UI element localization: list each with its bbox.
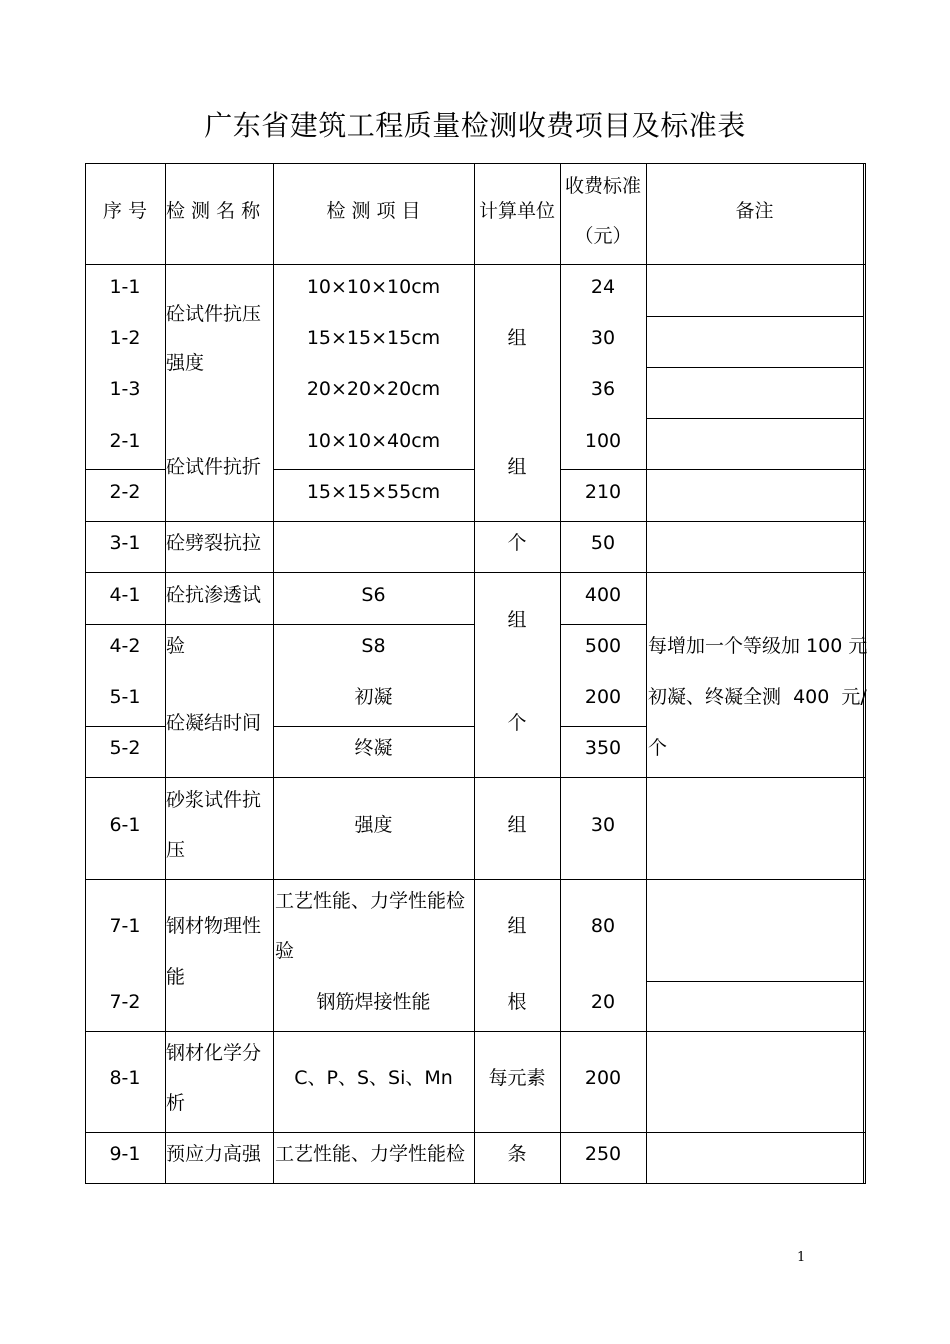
row-divider: [85, 726, 166, 727]
seq-cell: 1-3: [109, 378, 141, 400]
fee-cell: 36: [590, 378, 616, 400]
item-cell: 10×10×10cm: [306, 276, 441, 298]
seq-cell: 9-1: [109, 1143, 141, 1165]
name-cell: 砼抗渗透试: [166, 584, 262, 606]
seq-cell: 1-2: [109, 327, 141, 349]
row-divider: [646, 316, 863, 317]
table-border-top: [85, 163, 866, 164]
unit-cell: 个: [507, 712, 527, 734]
item-cell: C、P、S、Si、Mn: [294, 1067, 453, 1089]
name-cell: 钢材物理性: [166, 915, 262, 937]
item-cell: 20×20×20cm: [306, 378, 441, 400]
item-cell: 工艺性能、力学性能检: [275, 1143, 466, 1165]
unit-cell: 组: [507, 915, 527, 937]
fee-cell: 50: [590, 532, 616, 554]
name-cell: 砼试件抗压: [166, 303, 262, 325]
fee-cell: 100: [584, 430, 622, 452]
remark-cell: 个: [648, 737, 668, 759]
name-cell: 能: [166, 966, 186, 988]
row-divider: [85, 521, 866, 522]
seq-cell: 7-2: [109, 991, 141, 1013]
row-divider: [85, 469, 166, 470]
name-cell: 预应力高强: [166, 1143, 262, 1165]
seq-cell: 7-1: [109, 915, 141, 937]
unit-cell: 每元素: [488, 1067, 546, 1089]
header-name: 检 测 名 称: [166, 200, 261, 222]
unit-cell: 组: [507, 456, 527, 478]
unit-cell: 组: [507, 814, 527, 836]
seq-cell: 2-2: [109, 481, 141, 503]
name-cell: 验: [166, 635, 186, 657]
remark-cell: 初凝、终凝全测 400 元/: [648, 686, 867, 708]
name-cell: 析: [166, 1092, 186, 1114]
unit-cell: 条: [507, 1143, 527, 1165]
fee-cell: 400: [584, 584, 622, 606]
row-divider: [646, 367, 863, 368]
row-divider: [646, 981, 863, 982]
row-divider: [85, 572, 866, 573]
item-cell: 钢筋焊接性能: [316, 991, 431, 1013]
header-remark: 备注: [735, 200, 774, 222]
row-divider: [560, 624, 647, 625]
seq-cell: 4-2: [109, 635, 141, 657]
item-cell: 验: [275, 940, 295, 962]
seq-cell: 5-1: [109, 686, 141, 708]
item-cell: 10×10×40cm: [306, 430, 441, 452]
seq-cell: 3-1: [109, 532, 141, 554]
header-seq: 序 号: [102, 200, 148, 222]
page-number: 1: [797, 1250, 806, 1265]
fee-cell: 500: [584, 635, 622, 657]
fee-cell: 200: [584, 686, 622, 708]
row-divider: [85, 1132, 866, 1133]
item-cell: 工艺性能、力学性能检: [275, 890, 466, 912]
item-cell: S6: [361, 584, 386, 606]
seq-cell: 6-1: [109, 814, 141, 836]
row-divider: [560, 469, 866, 470]
header-unit: 计算单位: [478, 200, 555, 222]
fee-cell: 24: [590, 276, 616, 298]
item-cell: 15×15×15cm: [306, 327, 441, 349]
row-divider: [560, 726, 647, 727]
seq-cell: 4-1: [109, 584, 141, 606]
name-cell: 砂浆试件抗: [166, 789, 262, 811]
item-cell: 15×15×55cm: [306, 481, 441, 503]
name-cell: 压: [166, 839, 186, 861]
item-cell: 初凝: [354, 686, 393, 708]
name-cell: 砼试件抗折: [166, 456, 262, 478]
name-cell: 砼凝结时间: [166, 712, 262, 734]
row-divider: [85, 264, 866, 265]
unit-cell: 个: [507, 532, 527, 554]
table-border-bottom: [85, 1183, 866, 1184]
header-item: 检 测 项 目: [326, 200, 421, 222]
name-cell: 钢材化学分: [166, 1042, 262, 1064]
unit-cell: 组: [507, 327, 527, 349]
seq-cell: 1-1: [109, 276, 141, 298]
row-divider: [85, 879, 866, 880]
fee-cell: 200: [584, 1067, 622, 1089]
header-fee-unit: （元）: [574, 225, 632, 247]
item-cell: S8: [361, 635, 386, 657]
row-divider: [85, 624, 475, 625]
fee-cell: 210: [584, 481, 622, 503]
seq-cell: 2-1: [109, 430, 141, 452]
seq-cell: 5-2: [109, 737, 141, 759]
header-fee: 收费标准: [564, 175, 641, 197]
row-divider: [273, 726, 475, 727]
fee-cell: 350: [584, 737, 622, 759]
row-divider: [646, 418, 863, 419]
name-cell: 砼劈裂抗拉: [166, 532, 262, 554]
fee-cell: 80: [590, 915, 616, 937]
fee-cell: 30: [590, 327, 616, 349]
row-divider: [273, 469, 475, 470]
fee-cell: 250: [584, 1143, 622, 1165]
fee-cell: 30: [590, 814, 616, 836]
unit-cell: 根: [507, 991, 527, 1013]
item-cell: 终凝: [354, 737, 393, 759]
name-cell: 强度: [166, 352, 205, 374]
fee-cell: 20: [590, 991, 616, 1013]
seq-cell: 8-1: [109, 1067, 141, 1089]
row-divider: [85, 1031, 866, 1032]
item-cell: 强度: [354, 814, 393, 836]
row-divider: [85, 777, 866, 778]
unit-cell: 组: [507, 609, 527, 631]
remark-cell: 每增加一个等级加 100 元: [648, 635, 868, 657]
page-title: 广东省建筑工程质量检测收费项目及标准表: [204, 109, 746, 142]
